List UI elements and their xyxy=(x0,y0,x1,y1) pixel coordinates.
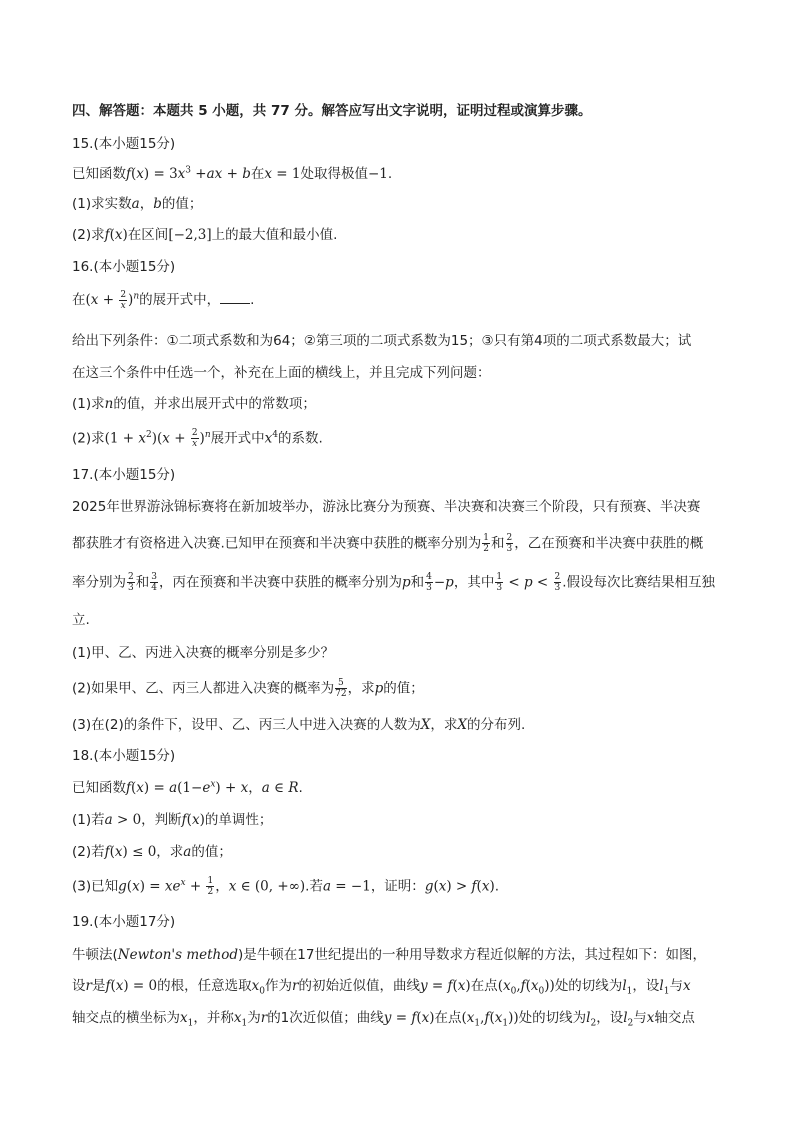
fill-blank[interactable] xyxy=(220,289,250,304)
problem-17-line-3: 率分别为 $\frac{2}{3}$ 和 $\frac{3}{4}$ ，丙在预赛和半决赛中获胜的概率分别为p和 $\frac{4}{3}$ −p，其中 $\frac{1}{3}$ < p < $\frac{2}{3}$ .假设每次比赛结果相互独 xyxy=(72,572,716,593)
problem-18-part-3: (3)已知$g(x) = xe^x$ + $\frac{1}{2}$ ，x ∈ (0, +∞).若a = −1，证明：g(x) > f(x). xyxy=(72,876,500,897)
problem-16-stem: 在(x + $\frac{2}{x}$ )$^n$的展开式中， . xyxy=(72,289,255,311)
problem-18-header: 18.(本小题15分) xyxy=(72,748,176,764)
problem-17-line-4: 立. xyxy=(72,612,90,628)
problem-19-header: 19.(本小题17分) xyxy=(72,914,176,930)
problem-17-header: 17.(本小题15分) xyxy=(72,467,176,483)
problem-17-part-2: (2)如果甲、乙、丙三人都进入决赛的概率为 $\frac{5}{72}$ ，求p的值； xyxy=(72,678,424,699)
problem-16-conditions-line-1: 给出下列条件：①二项式系数和为64；②第三项的二项式系数为15；③只有第4项的二项式系数最大；试 xyxy=(72,333,692,349)
problem-17-line-1: 2025年世界游泳锦标赛将在新加坡举办，游泳比赛分为预赛、半决赛和决赛三个阶段，只有预赛、半决赛 xyxy=(72,499,701,515)
problem-18-stem: 已知函数$f(x) = a(1-e^x) + x$，a ∈ R. xyxy=(72,779,303,796)
problem-18-part-1: (1)若a > 0，判断f(x)的单调性； xyxy=(72,812,273,828)
problem-19-line-3: 轴交点的横坐标为$x_1$，并称$x_1$为r的1次近似值；曲线y = f(x)在点$(x_1,f(x_1))$处的切线为$l_2$，设$l_2$与x轴交点 xyxy=(72,1010,695,1029)
problem-15-header: 15.(本小题15分) xyxy=(72,136,176,152)
problem-15-part-2: (2)求f(x)在区间[−2,3]上的最大值和最小值. xyxy=(72,227,338,243)
problem-17-part-1: (1)甲、乙、丙进入决赛的概率分别是多少？ xyxy=(72,645,335,661)
problem-16-conditions-line-2: 在这三个条件中任选一个，补充在上面的横线上，并且完成下列问题： xyxy=(72,365,491,381)
problem-19-line-2: 设r是f(x) = 0的根，任意选取$x_0$作为r的初始近似值，曲线y = f(x)在点$(x_0,f(x_0))$处的切线为$l_1$，设$l_1$与x xyxy=(72,978,691,997)
problem-15-part-1: (1)求实数a，b的值； xyxy=(72,196,203,212)
problem-18-part-2: (2)若f(x) ≤ 0，求a的值； xyxy=(72,844,232,860)
problem-17-part-3: (3)在(2)的条件下，设甲、乙、丙三人中进入决赛的人数为X，求X的分布列. xyxy=(72,717,526,733)
problem-16-header: 16.(本小题15分) xyxy=(72,259,176,275)
problem-15-stem: 已知函数$f(x) = 3x^3 +ax + b$在x = 1处取得极值−1. xyxy=(72,165,393,182)
problem-16-part-2: (2)求$(1 + x^2)(x$ + $\frac{2}{x}$ )$^n$展开式中$x^4$的系数. xyxy=(72,428,323,449)
problem-19-line-1: 牛顿法(Newton's method)是牛顿在17世纪提出的一种用导数求方程近似解的方法，其过程如下：如图， xyxy=(72,947,706,963)
problem-16-part-1: (1)求n的值，并求出展开式中的常数项； xyxy=(72,396,316,412)
problem-17-line-2: 都获胜才有资格进入决赛.已知甲在预赛和半决赛中获胜的概率分别为 $\frac{1}{2}$ 和 $\frac{2}{3}$ ，乙在预赛和半决赛中获胜的概 xyxy=(72,533,704,554)
section-header: 四、解答题：本题共 5 小题，共 77 分。解答应写出文字说明，证明过程或演算步骤。 xyxy=(72,103,592,119)
